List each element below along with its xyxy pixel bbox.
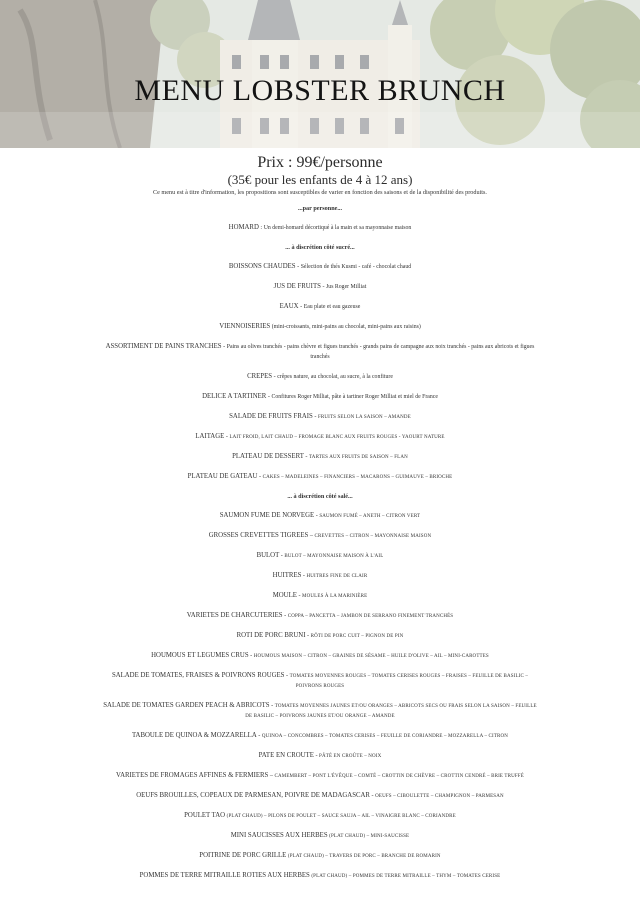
menu-item (100, 262, 540, 272)
menu-item-separator: - (282, 612, 288, 619)
menu-item (100, 851, 540, 861)
menu-item-description: (PLAT CHAUD) – MINI-SAUCISSE (329, 834, 410, 839)
menu-item-name: ASSORTIMENT DE PAINS TRANCHES (105, 343, 222, 350)
menu-item-name: BULOT (256, 552, 280, 559)
menu-item-description: (mini-croissants, mini-pains au chocolat, mini-pains aux raisins) (271, 324, 421, 330)
menu-item-name: TABOULE DE QUINOA & MOZZARELLA (131, 732, 257, 739)
menu-item-separator: - (256, 732, 262, 739)
menu-item-separator: - (296, 592, 303, 599)
menu-item (100, 223, 540, 233)
menu-item-separator: - (369, 792, 376, 799)
menu-item (100, 811, 540, 821)
menu-item-separator: - (312, 413, 318, 420)
menu-item (100, 591, 540, 601)
menu-item-separator: - (221, 343, 227, 350)
menu-title: MENU LOBSTER BRUNCH (134, 74, 506, 107)
menu-item (100, 551, 540, 561)
menu-item-separator: - (301, 572, 307, 579)
menu-item-name: HUITRES (272, 572, 302, 579)
menu-list (100, 204, 540, 891)
menu-item-description: TOMATES MOYENNES ROUGES – TOMATES CERISES ROUGES – FRAISES – FEUILLE DE BASILIC – POIVRONS ROUGES (289, 674, 529, 689)
menu-item-separator: - (303, 453, 309, 460)
price-children: (35€ pour les enfants de 4 à 12 ans) (227, 172, 413, 187)
menu-item-name: POITRINE DE PORC GRILLE (199, 852, 287, 859)
menu-item-description: (PLAT CHAUD) – TRAVERS DE PORC – BRANCHE DE ROMARIN (287, 854, 441, 859)
menu-item (100, 611, 540, 621)
menu-item-description: Jus Roger Milliat (326, 284, 367, 290)
menu-item-name: SAUMON FUME DE NORVEGE (219, 512, 315, 519)
menu-item-separator: – (268, 772, 275, 779)
menu-item (100, 392, 540, 402)
menu-item-name: SALADE DE TOMATES GARDEN PEACH & ABRICOTS (103, 702, 270, 709)
menu-item-description: Eau plate et eau gazeuse (303, 304, 361, 310)
menu-item (100, 701, 540, 721)
menu-item-name: MINI SAUCISSES AUX HERBES (230, 832, 328, 839)
menu-item-separator: - (248, 652, 254, 659)
menu-item-separator: - (224, 433, 230, 440)
menu-item (100, 472, 540, 482)
menu-item-description: COPPA – PANCETTA – JAMBON DE SERRANO FINEMENT TRANCHÉS (287, 614, 454, 619)
menu-item-description: PÂTÉ EN CROÛTE – NOIX (319, 754, 382, 759)
menu-item (100, 731, 540, 741)
price-adult: Prix : 99€/personne (257, 154, 383, 171)
menu-item-separator: : (258, 224, 264, 231)
menu-item-name: SALADE DE TOMATES, FRAISES & POIVRONS ROUGES (111, 672, 285, 679)
menu-item-name: PATE EN CROUTE (258, 752, 314, 759)
menu-item-description: (PLAT CHAUD) – PILONS DE POULET – SAUCE SAUJA – AIL – VINAIGRE BLANC – CORIANDRE (226, 814, 456, 819)
menu-item (100, 631, 540, 641)
menu-item-separator: – (308, 532, 315, 539)
menu-item-name: JUS DE FRUITS (273, 283, 321, 290)
menu-item-separator: - (305, 632, 311, 639)
menu-item-description: (PLAT CHAUD) – POMMES DE TERRE MITRAILLE – THYM – TOMATES CERISE (311, 874, 501, 879)
menu-item-description: Sélection de thés Kusmi - café - chocolat chaud (300, 264, 412, 270)
menu-item-separator: - (257, 473, 263, 480)
menu-item (100, 671, 540, 691)
menu-item-separator: - (313, 752, 320, 759)
menu-item-name: LAITAGE (195, 433, 225, 440)
header-banner (0, 0, 640, 148)
menu-item (100, 342, 540, 362)
menu-item-name: VIENNOISERIES (219, 323, 271, 330)
menu-item (100, 511, 540, 521)
menu-section-heading: ... à discrétion côté salé... (287, 493, 353, 500)
menu-item-description: CAMEMBERT – PONT L'ÉVÊQUE – COMTÉ – CROTTIN DE CHÈVRE – CROTTIN CENDRÉ – BRIE TRUFFÉ (274, 774, 524, 779)
menu-item-name: POULET TAO (184, 812, 226, 819)
menu-item-description: HOUMOUS MAISON – CITRON – GRAINES DE SÉSAME – HUILE D'OLIVE – AIL – MINI-CAROTTES (253, 654, 489, 659)
menu-item (100, 651, 540, 661)
menu-item-separator: - (320, 283, 327, 290)
menu-item (100, 322, 540, 332)
menu-item-name: DELICE A TARTINER (202, 393, 267, 400)
menu-item (100, 302, 540, 312)
menu-item-description: CAKES – MADELEINES – FINANCIERS – MACARONS – GUIMAUVE – BRIOCHE (262, 475, 453, 480)
menu-item (100, 871, 540, 881)
menu-item-description: TOMATES MOYENNES JAUNES ET/OU ORANGES – ABRICOTS SECS OU FRAIS SELON LA SAISON – FEUILLE DE BASILIC – POIVRONS JAUNES ET/OU ORANGE – AMANDE (245, 704, 537, 719)
menu-item-name: GROSSES CREVETTES TIGREES (208, 532, 309, 539)
menu-item-name: HOMARD (228, 224, 259, 231)
menu-item-separator: - (272, 373, 278, 380)
menu-item-description: QUINOA – CONCOMBRES – TOMATES CERISES – FEUILLE DE CORIANDRE – MOZZARELLA – CITRON (261, 734, 509, 739)
menu-item-name: HOUMOUS ET LEGUMES CRUS (151, 652, 249, 659)
menu-item-separator: - (314, 512, 320, 519)
disclaimer: Ce menu est à titre d'information, les propositions sont susceptibles de varier en fonction des saisons et de la disponibilité des produits. (153, 189, 487, 196)
menu-section-heading: ...par personne... (297, 205, 343, 212)
menu-item-name: SALADE DE FRUITS FRAIS (229, 413, 313, 420)
menu-item-name: PLATEAU DE GATEAU (187, 473, 258, 480)
menu-item-name: VARIETES DE FROMAGES AFFINES & FERMIERS (116, 772, 269, 779)
menu-item-name: OEUFS BROUILLES, COPEAUX DE PARMESAN, POIVRE DE MADAGASCAR (136, 792, 370, 799)
menu-item (100, 432, 540, 442)
menu-item-separator: - (284, 672, 290, 679)
menu-item-description: Un demi-homard décortiqué à la main et sa mayonnaise maison (263, 225, 412, 231)
menu-item-separator: - (298, 303, 304, 310)
menu-item (100, 452, 540, 462)
menu-item-description: HUITRES FINE DE CLAIR (306, 574, 368, 579)
menu-item (100, 571, 540, 581)
menu-item-description: Confitures Roger Milliat, pâte à tartiner Roger Milliat et miel de France (271, 394, 438, 400)
menu-item-separator: - (279, 552, 285, 559)
menu-item-name: BOISSONS CHAUDES (228, 263, 296, 270)
menu-item-name: MOULE (272, 592, 297, 599)
menu-item-description: TARTES AUX FRUITS DE SAISON – FLAN (309, 455, 408, 460)
menu-item-description: crêpes nature, au chocolat, au sucre, à la confiture (277, 374, 393, 380)
menu-item-description: RÔTI DE PORC CUIT – PIGNON DE PIN (310, 634, 404, 639)
menu-item-description: BULOT – MAYONNAISE MAISON À L'AIL (284, 554, 384, 559)
menu-item-description: OEUFS – CIBOULETTE – CHAMPIGNON – PARMESAN (375, 794, 504, 799)
menu-item-name: PLATEAU DE DESSERT (232, 453, 304, 460)
menu-item (100, 372, 540, 382)
menu-item-name: EAUX (279, 303, 299, 310)
menu-item (100, 412, 540, 422)
menu-item (100, 791, 540, 801)
menu-item-name: CREPES (247, 373, 273, 380)
menu-item-description: SAUMON FUMÉ – ANETH – CITRON VERT (319, 514, 421, 519)
menu-item-name: ROTI DE PORC BRUNI (236, 632, 306, 639)
menu-item-separator: - (266, 393, 272, 400)
menu-item-name: VARIETES DE CHARCUTERIES (186, 612, 283, 619)
menu-item-description: MOULES À LA MARINIÈRE (302, 594, 368, 599)
menu-item-name: POMMES DE TERRE MITRAILLE ROTIES AUX HERBES (139, 872, 310, 879)
menu-item (100, 771, 540, 781)
menu-item-separator: - (269, 702, 275, 709)
menu-item (100, 282, 540, 292)
menu-item-description: FRUITS SELON LA SAISON – AMANDE (317, 415, 411, 420)
menu-item (100, 831, 540, 841)
menu-item (100, 751, 540, 761)
menu-item-description: CREVETTES – CITRON – MAYONNAISE MAISON (314, 534, 432, 539)
menu-item (100, 531, 540, 541)
menu-section-heading: ... à discrétion côté sucré... (285, 244, 355, 251)
menu-item-description: Pains au olives tranchés - pains chèvre et figues tranchés - grands pains de campagne aux noix tranchés - pains aux abricots et figues tranchés (226, 344, 535, 360)
menu-item-separator: - (295, 263, 301, 270)
menu-item-description: LAIT FROID, LAIT CHAUD – FROMAGE BLANC AUX FRUITS ROUGES - YAOURT NATURE (229, 435, 445, 440)
